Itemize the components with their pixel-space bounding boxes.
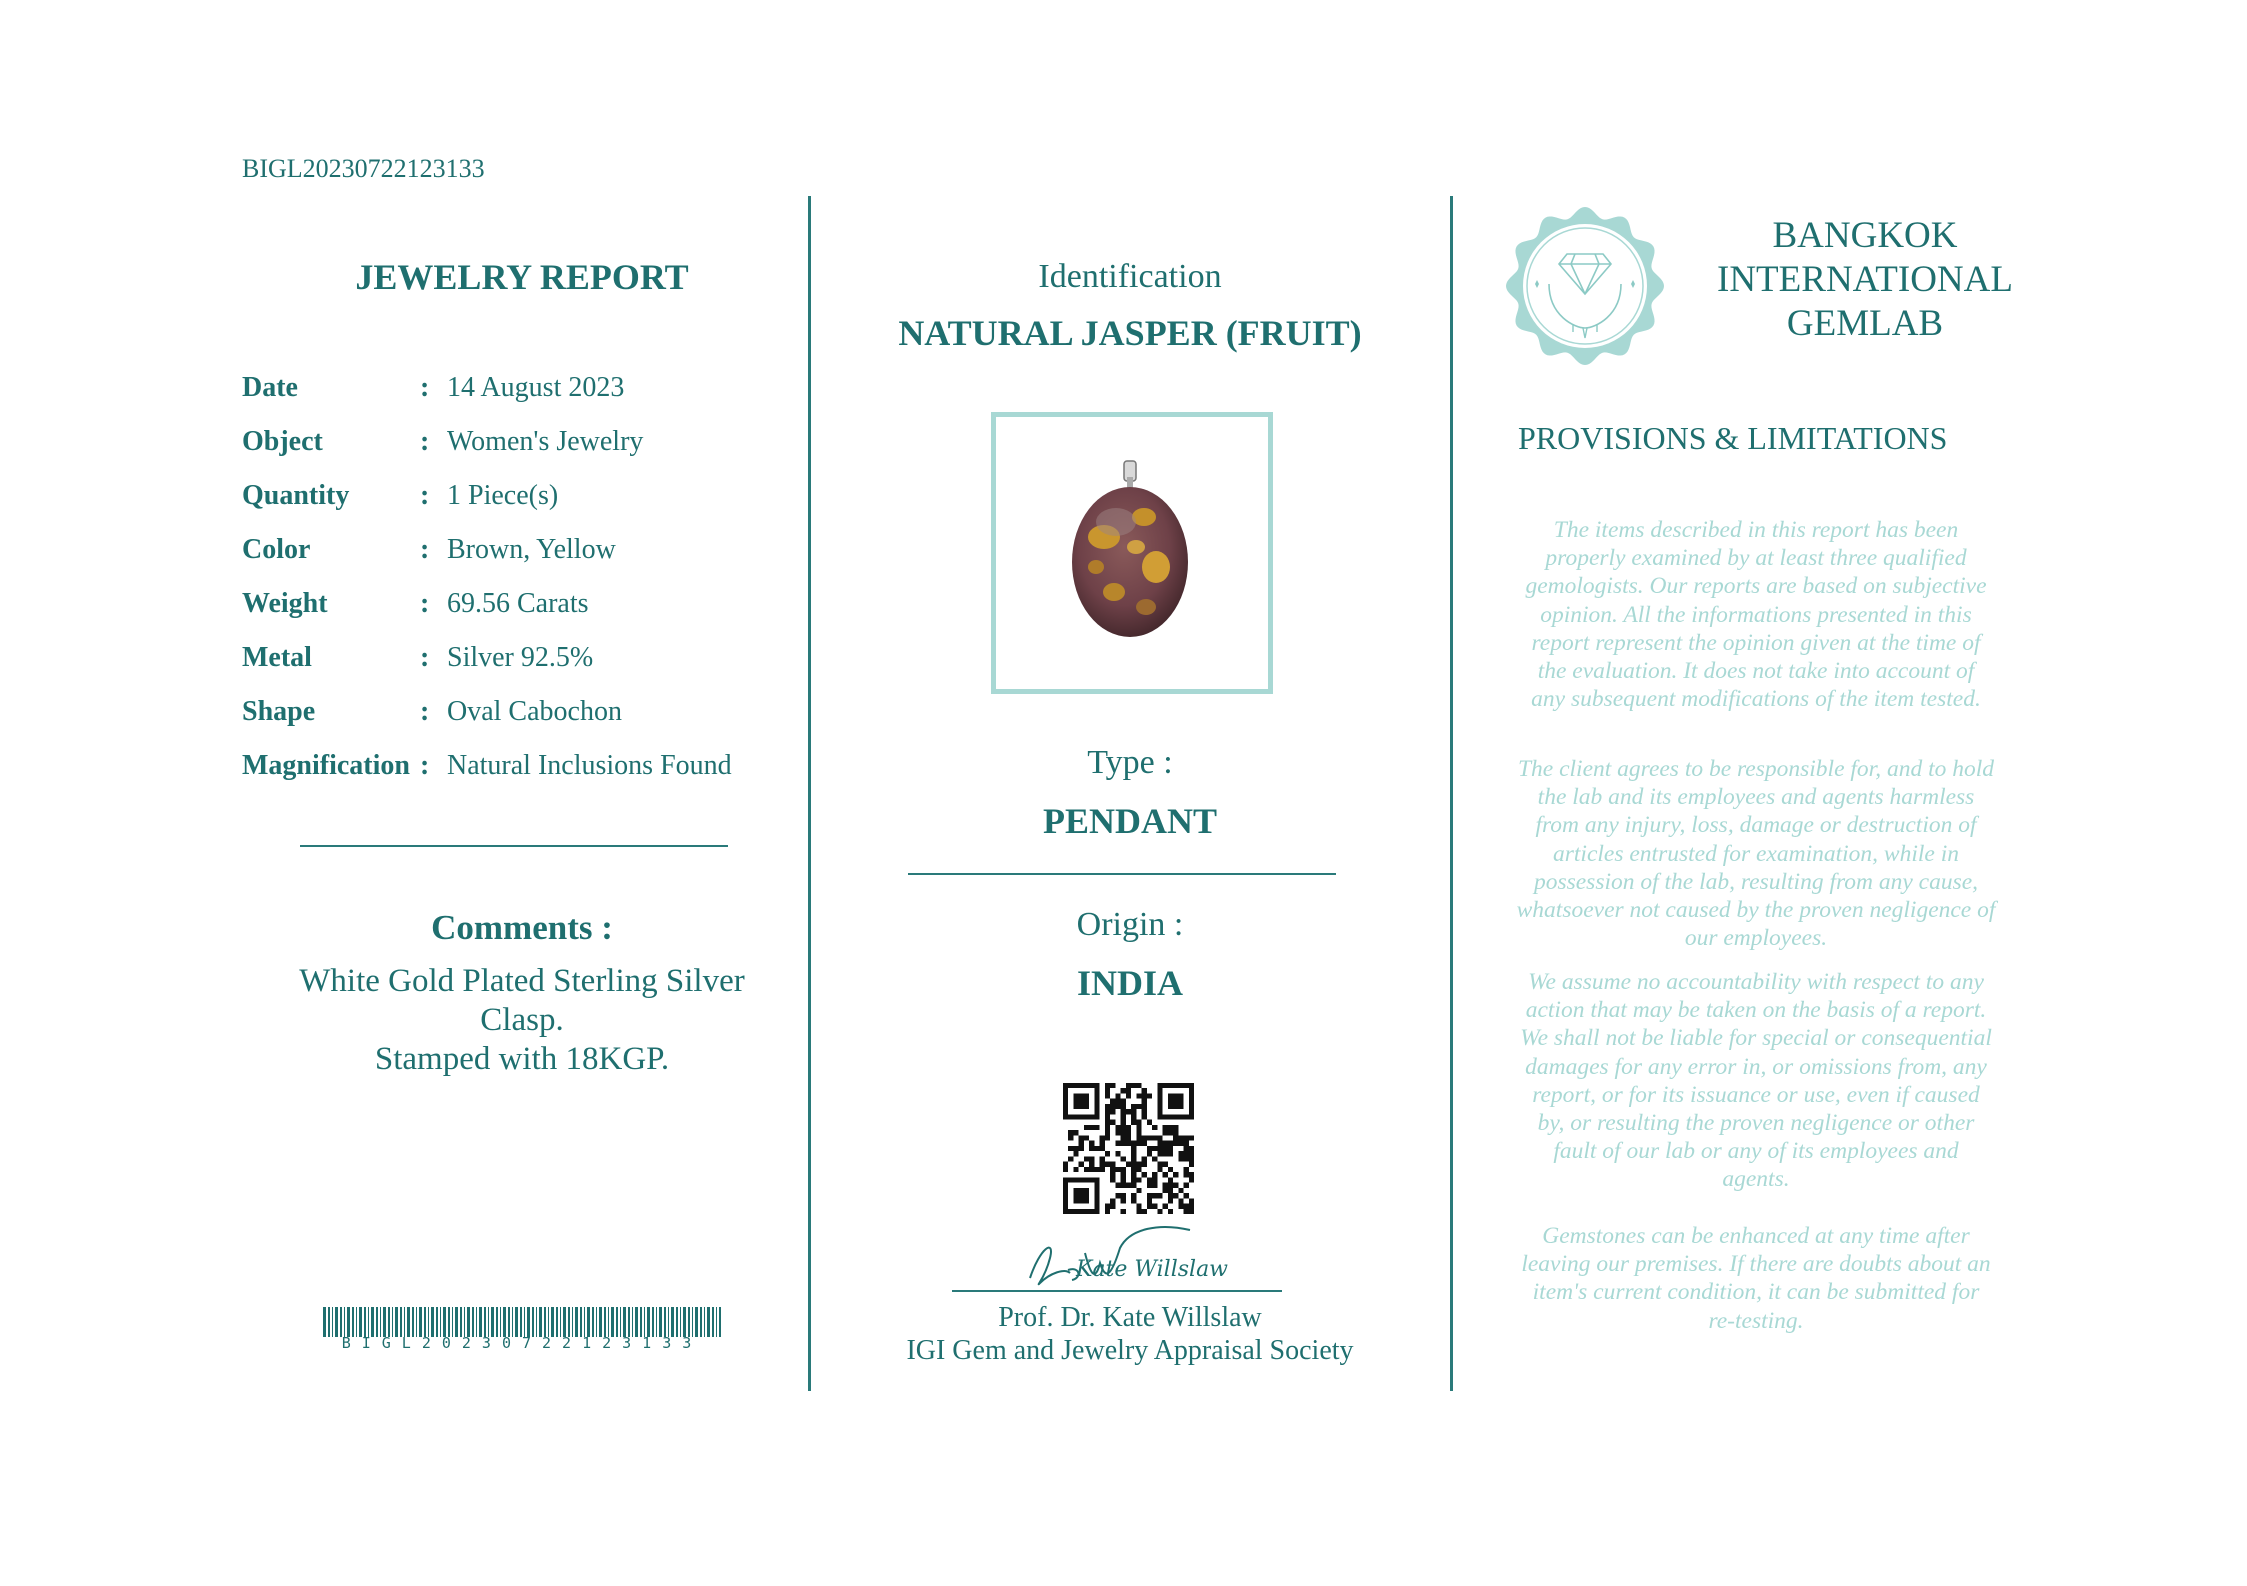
type-label: Type : — [1087, 744, 1173, 781]
provisions-line: item's current condition, it can be submitted for — [1532, 1279, 1980, 1306]
detail-label: Magnification — [242, 750, 410, 781]
detail-separator: : — [420, 534, 430, 565]
identification-label: Identification — [1038, 258, 1222, 295]
identification-value: NATURAL JASPER (FRUIT) — [898, 313, 1362, 353]
provisions-line: the lab and its employees and agents harmless — [1537, 784, 1975, 811]
detail-row-quantity — [242, 480, 802, 526]
column-divider-right — [1450, 196, 1453, 1391]
detail-label: Metal — [242, 642, 312, 673]
detail-value: 69.56 Carats — [447, 588, 589, 619]
detail-value: 14 August 2023 — [447, 372, 625, 403]
provisions-line: The client agrees to be responsible for, and to hold — [1517, 756, 1995, 782]
comments-line: White Gold Plated Sterling Silver — [299, 963, 745, 999]
detail-separator: : — [420, 372, 430, 403]
lab-name — [1700, 214, 2030, 346]
provisions-line: leaving our premises. If there are doubts about an — [1521, 1251, 1991, 1278]
lab-name-line: GEMLAB — [1786, 303, 1944, 344]
provisions-line: We shall not be liable for special or consequential — [1520, 1025, 1992, 1052]
detail-separator: : — [420, 642, 430, 673]
detail-value: Brown, Yellow — [447, 534, 616, 565]
left-divider — [300, 845, 728, 847]
provisions-line: any subsequent modifications of the item tested. — [1531, 686, 1981, 713]
detail-value: Women's Jewelry — [447, 426, 644, 457]
detail-row-object — [242, 426, 802, 472]
origin-label: Origin : — [1076, 906, 1184, 943]
detail-row-magnification — [242, 750, 802, 796]
comments-line: Stamped with 18KGP. — [374, 1041, 670, 1077]
provisions-paragraph — [1495, 516, 2017, 713]
provisions-line: possession of the lab, resulting from any cause, — [1533, 868, 1979, 895]
provisions-line: re-testing. — [1708, 1307, 1804, 1334]
provisions-line: damages for any error in, or omissions from, any — [1525, 1053, 1987, 1080]
detail-row-color — [242, 534, 802, 580]
detail-label: Quantity — [242, 480, 350, 511]
barcode-text: BIGL20230722123133 — [341, 1334, 703, 1352]
provisions-line: We assume no accountability with respect to any — [1528, 969, 1984, 995]
lab-name-line: BANGKOK — [1772, 215, 1958, 256]
detail-value: Natural Inclusions Found — [447, 750, 732, 781]
provisions-line: whatsoever not caused by the proven negligence of — [1516, 897, 1996, 924]
signer-organization: IGI Gem and Jewelry Appraisal Society — [906, 1335, 1354, 1366]
comments-line: Clasp. — [480, 1002, 564, 1038]
lab-name-line: INTERNATIONAL — [1717, 259, 2013, 300]
report-id: BIGL20230722123133 — [242, 154, 485, 183]
column-divider-left — [808, 196, 811, 1391]
provisions-paragraph — [1495, 755, 2017, 952]
qr-code[interactable] — [1063, 1083, 1194, 1214]
provisions-line: our employees. — [1684, 925, 1828, 952]
detail-value: Silver 92.5% — [447, 642, 594, 673]
provisions-line: Gemstones can be enhanced at any time after — [1542, 1223, 1970, 1249]
detail-separator: : — [420, 750, 430, 781]
provisions-line: articles entrusted for examination, while in — [1553, 840, 1959, 867]
detail-row-metal — [242, 642, 802, 688]
detail-row-date — [242, 372, 802, 418]
provisions-line: action that may be taken on the basis of a report. — [1525, 997, 1987, 1024]
signature-script: Kate Willslaw — [1076, 1257, 1229, 1282]
report-title: JEWELRY REPORT — [355, 257, 689, 297]
detail-label: Object — [242, 426, 323, 457]
provisions-line: The items described in this report has been — [1553, 517, 1959, 543]
type-value: PENDANT — [1042, 801, 1217, 841]
provisions-line: the evaluation. It does not take into account of — [1537, 658, 1975, 685]
detail-label: Color — [242, 534, 311, 565]
detail-separator: : — [420, 588, 430, 619]
detail-row-shape — [242, 696, 802, 742]
comments-text — [262, 962, 782, 1079]
provisions-paragraph — [1495, 1222, 2017, 1335]
detail-value: 1 Piece(s) — [447, 480, 559, 511]
provisions-line: by, or resulting the proven negligence or other — [1537, 1110, 1975, 1137]
provisions-line: opinion. All the informations presented in this — [1540, 601, 1972, 628]
detail-separator: : — [420, 426, 430, 457]
detail-separator: : — [420, 696, 430, 727]
provisions-line: gemologists. Our reports are based on subjective — [1525, 573, 1987, 600]
provisions-title: PROVISIONS & LIMITATIONS — [1518, 420, 1948, 456]
lab-seal-logo — [1505, 206, 1665, 366]
signature — [1010, 1218, 1230, 1308]
provisions-line: report represent the opinion given at the time of — [1531, 629, 1981, 656]
detail-label: Shape — [242, 696, 316, 727]
detail-row-weight — [242, 588, 802, 634]
pendant-image — [996, 417, 1268, 689]
provisions-line: agents. — [1722, 1166, 1790, 1193]
detail-label: Date — [242, 372, 298, 403]
origin-value: INDIA — [1076, 963, 1183, 1003]
signer-name: Prof. Dr. Kate Willslaw — [998, 1302, 1262, 1333]
comments-title: Comments : — [431, 908, 613, 947]
center-divider — [908, 873, 1336, 875]
provisions-line: from any injury, loss, damage or destruction of — [1535, 812, 1977, 839]
provisions-paragraph — [1495, 968, 2017, 1194]
detail-label: Weight — [242, 588, 328, 619]
detail-separator: : — [420, 480, 430, 511]
detail-value: Oval Cabochon — [447, 696, 622, 727]
provisions-line: report, or for its issuance or use, even if caused — [1532, 1081, 1980, 1108]
provisions-line: properly examined by at least three qualified — [1545, 545, 1967, 572]
signature-line — [952, 1290, 1282, 1292]
gem-photo-frame — [991, 412, 1273, 694]
provisions-line: fault of our lab or any of its employees and — [1553, 1138, 1959, 1165]
